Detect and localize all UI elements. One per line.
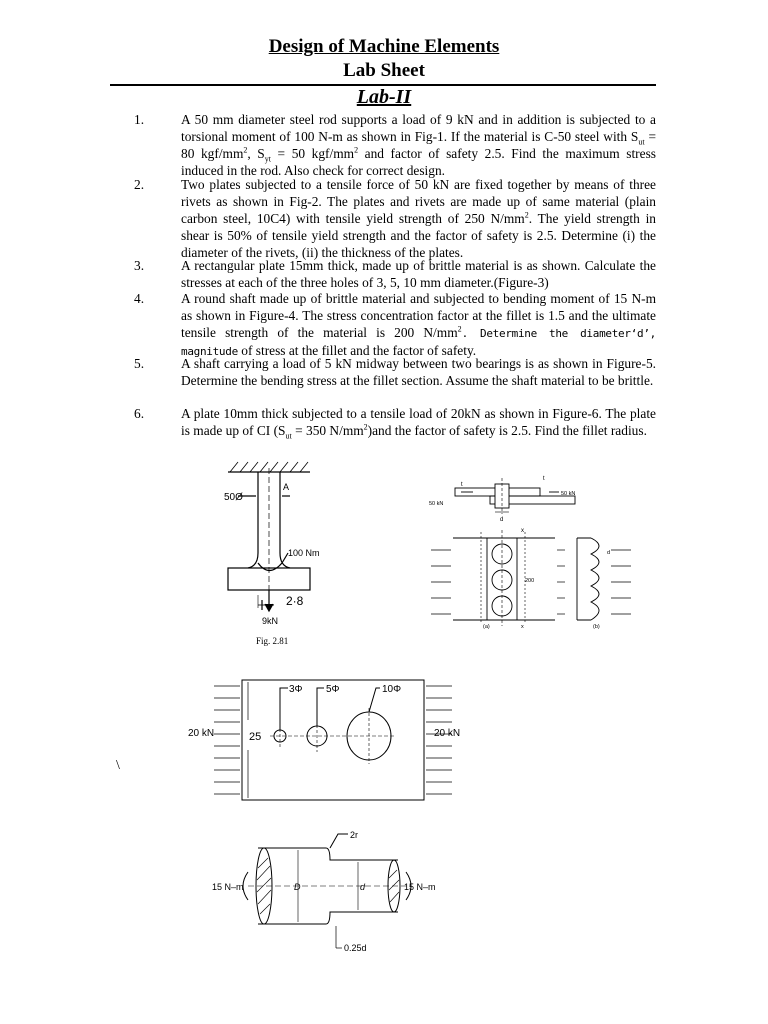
fig4-D-label: D [294, 882, 301, 892]
fig4-d-label: d [360, 882, 366, 892]
fig2-x-bottom: x [521, 624, 524, 630]
fig1-load-label: 9kN [262, 616, 279, 626]
fig1-moment-label: 100 Nm [288, 548, 320, 558]
question-text: A plate 10mm thick subjected to a tensile load of 20kN as shown in Figure-6. The plate is made up of CI ($S_{ut} = 350$ $N/mm^2)and$ the factor of safety is 2.5. Find the fillet radius. [181, 406, 656, 441]
figure-4-stepped-shaft [208, 828, 448, 958]
document-subtitle: Lab Sheet [343, 60, 425, 81]
fig3-hole-5: 5Φ [326, 684, 340, 695]
question-text: A rectangular plate 15mm thick, made up of brittle material is as shown. Calculate the stresses at each of the three holes of 3, 5, 10 mm diameter.(Figure-3) [181, 258, 656, 290]
figure-3-plate-with-holes [184, 670, 464, 810]
question-text: Two plates subjected to a tensile force of 50 kN are fixed together by means of three rivets as shown in Fig-2. The plates and rivets are made up of same material (plain carbon steel, 10C4) with tensile yield strength of 250 $N/mm^2$. The yield strength in shear is 50% of tensile yield strength and the factor of safety is 2.5. Determine (i) the diameter of the rivets, (ii) the thickness of the plates. [181, 177, 656, 260]
stray-backslash: \ [116, 758, 120, 773]
question-text: A round shaft made up of brittle material and subjected to bending moment of 15 N-m as shown in Figure-4. The stress concentration factor at the fillet is 1.5 and the ultimate tensile strength of the material is 200 $N/mm^2$. Determine the diameter‘d’, magnitude of stress at the fillet and the factor of safety. [181, 291, 656, 358]
fig2-label-a: (a) [483, 624, 490, 630]
fig4-fillet-label: 0.25d [344, 943, 367, 953]
fig1-label-a: A [283, 482, 290, 492]
figure-1-rod [198, 458, 348, 658]
fig2-d-label: d [500, 517, 504, 523]
fig3-hole-10: 10Φ [382, 684, 402, 695]
lab-heading: Lab-II [356, 86, 412, 108]
fig1-diameter-label: 50Ø [224, 492, 243, 503]
fig2-dimension: 200 [525, 578, 535, 584]
question-number: 1. [134, 112, 145, 127]
fig2-force-left: 50 kN [429, 501, 444, 507]
question-number: 4. [134, 291, 145, 306]
question-number: 2. [134, 177, 145, 192]
fig3-height: 25 [249, 731, 262, 743]
question-text: A 50 mm diameter steel rod supports a load of 9 kN and in addition is subjected to a torsional moment of 100 N-m as shown in Fig-1. If the material is C-50 steel with $S_{ut} = 80$ kgf/$mm^2$, $S_{yt} = 50$ kgf/$mm^2$ and factor of safety 2.5. Find the maximum stress induced in the rod. Also check for correct design. [181, 112, 656, 178]
document-title: Design of Machine Elements [268, 36, 500, 57]
fig3-force-left: 20 kN [188, 728, 215, 739]
fig2-t-left: t [461, 482, 463, 488]
fig2-t-right: t [543, 476, 545, 482]
fig2-x-top: x [521, 528, 524, 534]
fig1-caption: Fig. 2.81 [256, 636, 289, 646]
question-number: 3. [134, 258, 145, 273]
fig4-moment-left: 15 N–m [212, 882, 244, 892]
fig2-label-b: (b) [593, 624, 600, 630]
question-text: A shaft carrying a load of 5 kN midway between two bearings is as shown in Figure-5. Determine the bending stress at the fillet section. Assume the shaft material to be brittle. [181, 356, 656, 388]
question-number: 6. [134, 406, 145, 421]
fig2-d-leg: d [607, 550, 611, 556]
fig2-force-right: 50 kN [561, 491, 576, 497]
fig4-radius-label: 2r [350, 830, 359, 840]
fig1-dimension-label: 2·8 [286, 594, 304, 608]
figure-2-riveted-plates [425, 470, 635, 630]
fig4-moment-right: 15 N–m [404, 882, 436, 892]
fig3-force-right: 20 kN [434, 728, 461, 739]
fig3-hole-3: 3Φ [289, 684, 303, 695]
question-number: 5. [134, 356, 145, 371]
